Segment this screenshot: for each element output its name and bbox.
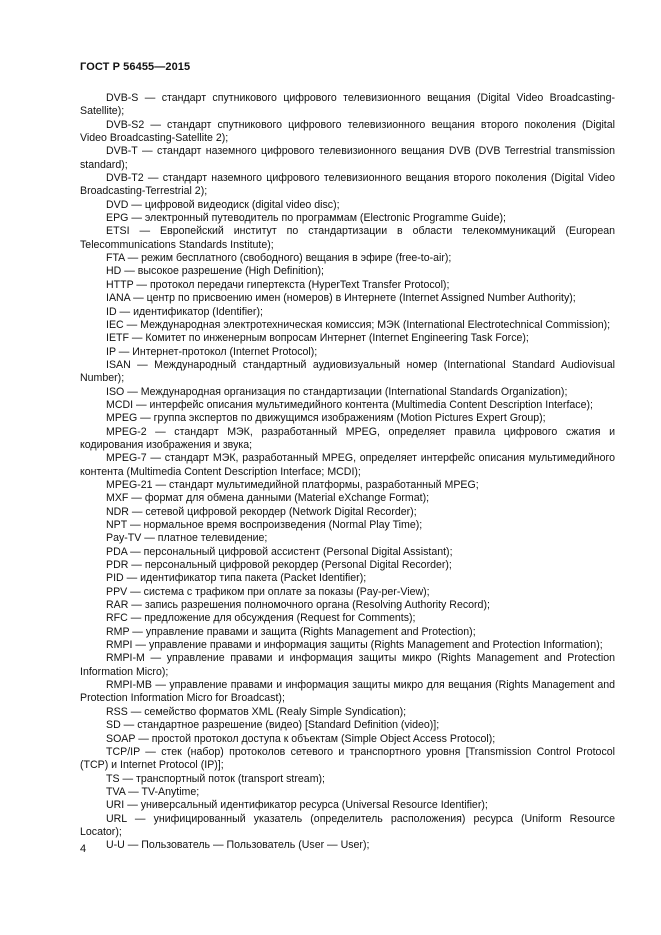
abbreviation-entry: ISO — Международная организация по стандартизации (International Standards Organization); — [106, 385, 568, 398]
abbreviation-entry: ISAN — Международный стандартный аудиовизуальный номер (International Standard Audiovisual Number); — [80, 358, 615, 385]
abbreviation-entry: IANA — центр по присвоению имен (номеров) в Интернете (Internet Assigned Number Authority); — [106, 292, 576, 305]
abbreviation-entry: URI — универсальный идентификатор ресурса (Universal Resource Identifier); — [106, 799, 488, 812]
abbreviation-entry: RMP — управление правами и защита (Rights Management and Protection); — [106, 625, 476, 638]
abbreviation-entry: MPEG-21 — стандарт мультимедийной платформы, разработанный MPEG; — [106, 478, 479, 491]
abbreviation-entry: HTTP — протокол передачи гипертекста (HyperText Transfer Protocol); — [106, 278, 450, 291]
abbreviation-entry: PDA — персональный цифровой ассистент (Personal Digital Assistant); — [106, 545, 453, 558]
abbreviation-entry: PPV — система с трафиком при оплате за показы (Pay-per-View); — [106, 585, 430, 598]
abbreviation-entry: SD — стандартное разрешение (видео) [Standard Definition (video)]; — [106, 719, 440, 732]
abbreviation-entry: URL — унифицированный указатель (определитель расположения) ресурса (Uniform Resource Locator); — [80, 812, 615, 838]
abbreviation-entry: DVB-T2 — стандарт наземного цифрового телевизионного вещания второго поколения (Digital Video Broadcasting-Terrestrial 2); — [80, 172, 615, 198]
abbreviation-entry: TCP/IP — стек (набор) протоколов сетевого и транспортного уровня [Transmission Control Protocol (TCP) и Internet Protocol (IP)]; — [80, 745, 615, 772]
abbreviation-entry: ETSI — Европейский институт по стандартизации в области телекоммуникаций (European Telecommunications Standards Institute); — [80, 225, 615, 251]
abbreviation-entry: MPEG-7 — стандарт МЭК, разработанный MPEG, определяет интерфейс описания мультимедийного контента (Multimedia Content Description Interface; MCDI); — [80, 452, 615, 478]
abbreviation-entry: PID — идентификатор типа пакета (Packet Identifier); — [106, 572, 367, 585]
abbreviation-entry: DVB-S2 — стандарт спутникового цифрового телевизионного вещания второго поколения (Digital Video Broadcasting-Satellite 2); — [80, 118, 615, 145]
abbreviation-entry: IP — Интернет-протокол (Internet Protocol); — [106, 345, 318, 358]
abbreviation-entry: ID — идентификатор (Identifier); — [106, 305, 263, 318]
abbreviation-entry: RFC — предложение для обсуждения (Request for Comments); — [106, 612, 416, 625]
abbreviation-entry: IEC — Международная электротехническая комиссия; МЭК (International Electrotechnical Commission); — [106, 318, 611, 331]
abbreviation-entry: MXF — формат для обмена данными (Material eXchange Format); — [106, 492, 430, 505]
abbreviation-entry: RAR — запись разрешения полномочного органа (Resolving Authority Record); — [106, 599, 490, 612]
abbreviation-entry: IETF — Комитет по инженерным вопросам Интернет (Internet Engineering Task Force); — [106, 332, 529, 345]
abbreviation-entry: TVA — TV-Anytime; — [106, 785, 200, 798]
abbreviations-list — [80, 92, 615, 853]
abbreviation-entry: MPEG — группа экспертов по движущимся изображениям (Motion Pictures Expert Group); — [106, 412, 546, 425]
abbreviation-entry: RMPI — управление правами и информация защиты (Rights Management and Protection Information); — [106, 639, 603, 652]
abbreviation-entry: Pay-TV — платное телевидение; — [106, 532, 268, 545]
abbreviation-entry: RMPI-M — управление правами и информация защиты микро (Rights Management and Protection Information Micro); — [80, 652, 615, 678]
abbreviation-entry: TS — транспортный поток (transport stream); — [106, 772, 325, 785]
abbreviation-entry: DVD — цифровой видеодиск (digital video disc); — [106, 198, 340, 211]
abbreviation-entry: DVB-T — стандарт наземного цифрового телевизионного вещания DVB (DVB Terrestrial transmission standard); — [80, 145, 615, 171]
abbreviation-entry: NDR — сетевой цифровой рекордер (Network Digital Recorder); — [106, 505, 417, 518]
abbreviation-entry: RSS — семейство форматов XML (Realy Simple Syndication); — [106, 705, 407, 718]
abbreviation-entry: MPEG-2 — стандарт МЭК, разработанный MPEG, определяет правила цифрового сжатия и кодирования изображения и звука; — [80, 425, 615, 451]
abbreviation-entry: RMPI-MB — управление правами и информация защиты микро для вещания (Rights Management and Protection Information Micro for Broadcast); — [80, 679, 615, 705]
document-header: ГОСТ Р 56455—2015 — [80, 61, 191, 73]
abbreviation-entry: SOAP — простой протокол доступа к объектам (Simple Object Access Protocol); — [106, 732, 496, 745]
abbreviation-entry: NPT — нормальное время воспроизведения (Normal Play Time); — [106, 519, 423, 531]
abbreviation-entry: PDR — персональный цифровой рекордер (Personal Digital Recorder); — [106, 559, 452, 572]
abbreviation-entry: FTA — режим бесплатного (свободного) вещания в эфире (free-to-air); — [106, 252, 452, 265]
abbreviation-entry: DVB-S — стандарт спутникового цифрового телевизионного вещания (Digital Video Broadcasting-Satellite); — [80, 92, 615, 118]
abbreviation-entry: EPG — электронный путеводитель по программам (Electronic Programme Guide); — [106, 212, 506, 225]
abbreviation-entry: HD — высокое разрешение (High Definition); — [106, 265, 325, 278]
abbreviation-entry: MCDI — интерфейс описания мультимедийного контента (Multimedia Content Description Interface); — [106, 398, 593, 411]
page-number: 4 — [80, 843, 87, 855]
abbreviation-entry: U-U — Пользователь — Пользователь (User — User); — [106, 839, 370, 852]
